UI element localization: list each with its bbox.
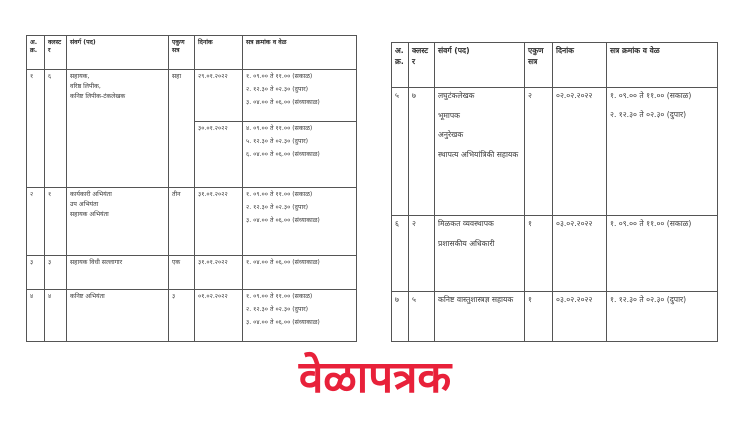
cluster-cell: ७ [409,88,435,216]
post-name: कनिष्ट अभियंता [70,293,105,300]
header-date: दिनांक [195,36,243,70]
sr-no-cell: १ [27,70,45,188]
cluster-cell: ३ [45,256,67,290]
session-time: २. १२.३० ते ०२.३० (दुपार) [246,305,309,313]
session-cell [243,290,357,342]
date-cell: २९.०१.२०२२ [195,70,243,122]
header-post: संवर्ग (पद) [435,43,525,88]
post-cell [67,70,169,188]
table-row [27,188,357,256]
session-time: १. ०९.०० ते ११.०० (सकाळ) [246,293,313,300]
sr-no-cell: २ [27,188,45,256]
post-cell [435,216,525,292]
header-total-sessions: एकुण सत्र [169,36,195,70]
session-cell [243,70,357,122]
total-sessions-cell: १ [525,216,553,292]
session-cell [607,292,718,342]
post-name: उप अभियंता [70,200,99,208]
table-row [392,216,718,292]
date-cell: ०३.०२.२०२२ [553,216,607,292]
post-cell [67,256,169,290]
session-time: १. ०९.०० ते ११.०० (सकाळ) [610,219,692,228]
date-cell: ३०.०१.२०२२ [195,122,243,188]
header-sr-no: अ. क्र. [392,43,409,88]
left-schedule-table [26,35,357,342]
session-time: १. ०९.०० ते ११.०० (सकाळ) [246,73,313,80]
date-cell: ०३.०२.२०२२ [553,292,607,342]
table-row [392,292,718,342]
post-name: कार्यकारी अभियंता [70,191,112,198]
cluster-cell: ५ [409,292,435,342]
total-sessions-cell: तीन [169,188,195,256]
post-name: सहायक विधी सल्लागार [70,259,123,266]
session-time: २. १२.३० ते ०२.३० (दुपार) [246,203,309,211]
table-row [27,290,357,342]
post-name: अनुरेखक [438,130,464,140]
session-time: १. ०९.०० ते ११.०० (सकाळ) [610,91,692,100]
header-session-time: सत्र क्रमांक व वेळ [243,36,357,70]
header-session-time: सत्र क्रमांक व वेळ [607,43,718,88]
sr-no-cell: ७ [392,292,409,342]
table-row [392,88,718,216]
cluster-cell: २ [409,216,435,292]
post-cell [435,292,525,342]
session-time: १. ०४.०० ते ०६.०० (संध्याकाळ) [246,259,320,266]
cluster-cell: १ [45,188,67,256]
session-time: ३. ०४.०० ते ०६.०० (संध्याकाळ) [246,98,320,106]
right-schedule-table [391,42,718,342]
session-time: १. ०९.०० ते ११.०० (सकाळ) [246,191,313,198]
sr-no-cell: ३ [27,256,45,290]
session-time: ३. ०४.०० ते ०६.०० (संध्याकाळ) [246,216,320,224]
cluster-cell: ४ [45,290,67,342]
session-time: ६. ०४.०० ते ०६.०० (संध्याकाळ) [246,150,320,158]
header-cluster: क्लस्टर [45,36,67,70]
post-name: लघुटंकलेखक [438,91,475,100]
header-cluster: क्लस्टर [409,43,435,88]
left-schedule-sheet [26,35,356,342]
cluster-cell: ६ [45,70,67,188]
total-sessions-cell: सहा [169,70,195,188]
session-cell [243,122,357,188]
post-name: सहायक अभियंता [70,210,109,218]
post-cell [67,188,169,256]
session-cell [607,216,718,292]
header-post: संवर्ग (पद) [67,36,169,70]
session-time: ३. ०४.०० ते ०६.०० (संध्याकाळ) [246,318,320,326]
post-name: वरिष्ठ लिपीक, [70,82,101,90]
post-name: सहायक, [70,73,90,80]
date-cell: ३१.०१.२०२२ [195,188,243,256]
right-table-header-row [392,43,718,88]
post-name: भूमापक [438,110,460,120]
total-sessions-cell: ३ [169,290,195,342]
session-cell [607,88,718,216]
date-cell: ३१.०१.२०२२ [195,256,243,290]
header-total-sessions: एकुण सत्र [525,43,553,88]
sr-no-cell: ५ [392,88,409,216]
post-name: प्रशासकीय अधिकारी [438,238,495,248]
post-cell [67,290,169,342]
table-row [27,256,357,290]
date-cell: ०२.०२.२०२२ [553,88,607,216]
post-name: स्थापत्य अभियांत्रिकी सहायक [438,149,519,159]
header-sr-no: अ. क्र. [27,36,45,70]
sr-no-cell: ४ [27,290,45,342]
session-cell [243,188,357,256]
total-sessions-cell: एक [169,256,195,290]
post-name: कनिष्ट वास्तुशास्त्रज्ञ सहायक [438,295,514,304]
left-table-header-row [27,36,357,70]
total-sessions-cell: १ [525,292,553,342]
post-name: कनिष्ट लिपीक-टंकलेखक [70,92,126,100]
right-schedule-sheet [391,42,717,342]
page-title: वेळापत्रक [298,352,452,403]
total-sessions-cell: २ [525,88,553,216]
post-name: मिळकत व्यवस्थापक [438,219,494,228]
sr-no-cell: ६ [392,216,409,292]
session-time: ५. १२.३० ते ०२.३० (दुपार) [246,137,309,145]
header-date: दिनांक [553,43,607,88]
date-cell: ०१.०२.२०२२ [195,290,243,342]
post-cell [435,88,525,216]
session-cell [243,256,357,290]
session-time: २. १२.३० ते ०२.३० (दुपार) [610,109,687,119]
table-row [27,70,357,122]
session-time: ४. ०९.०० ते ११.०० (सकाळ) [246,125,313,132]
session-time: १. १२.३० ते ०२.३० (दुपार) [610,295,687,304]
session-time: २. १२.३० ते ०२.३० (दुपार) [246,85,309,93]
